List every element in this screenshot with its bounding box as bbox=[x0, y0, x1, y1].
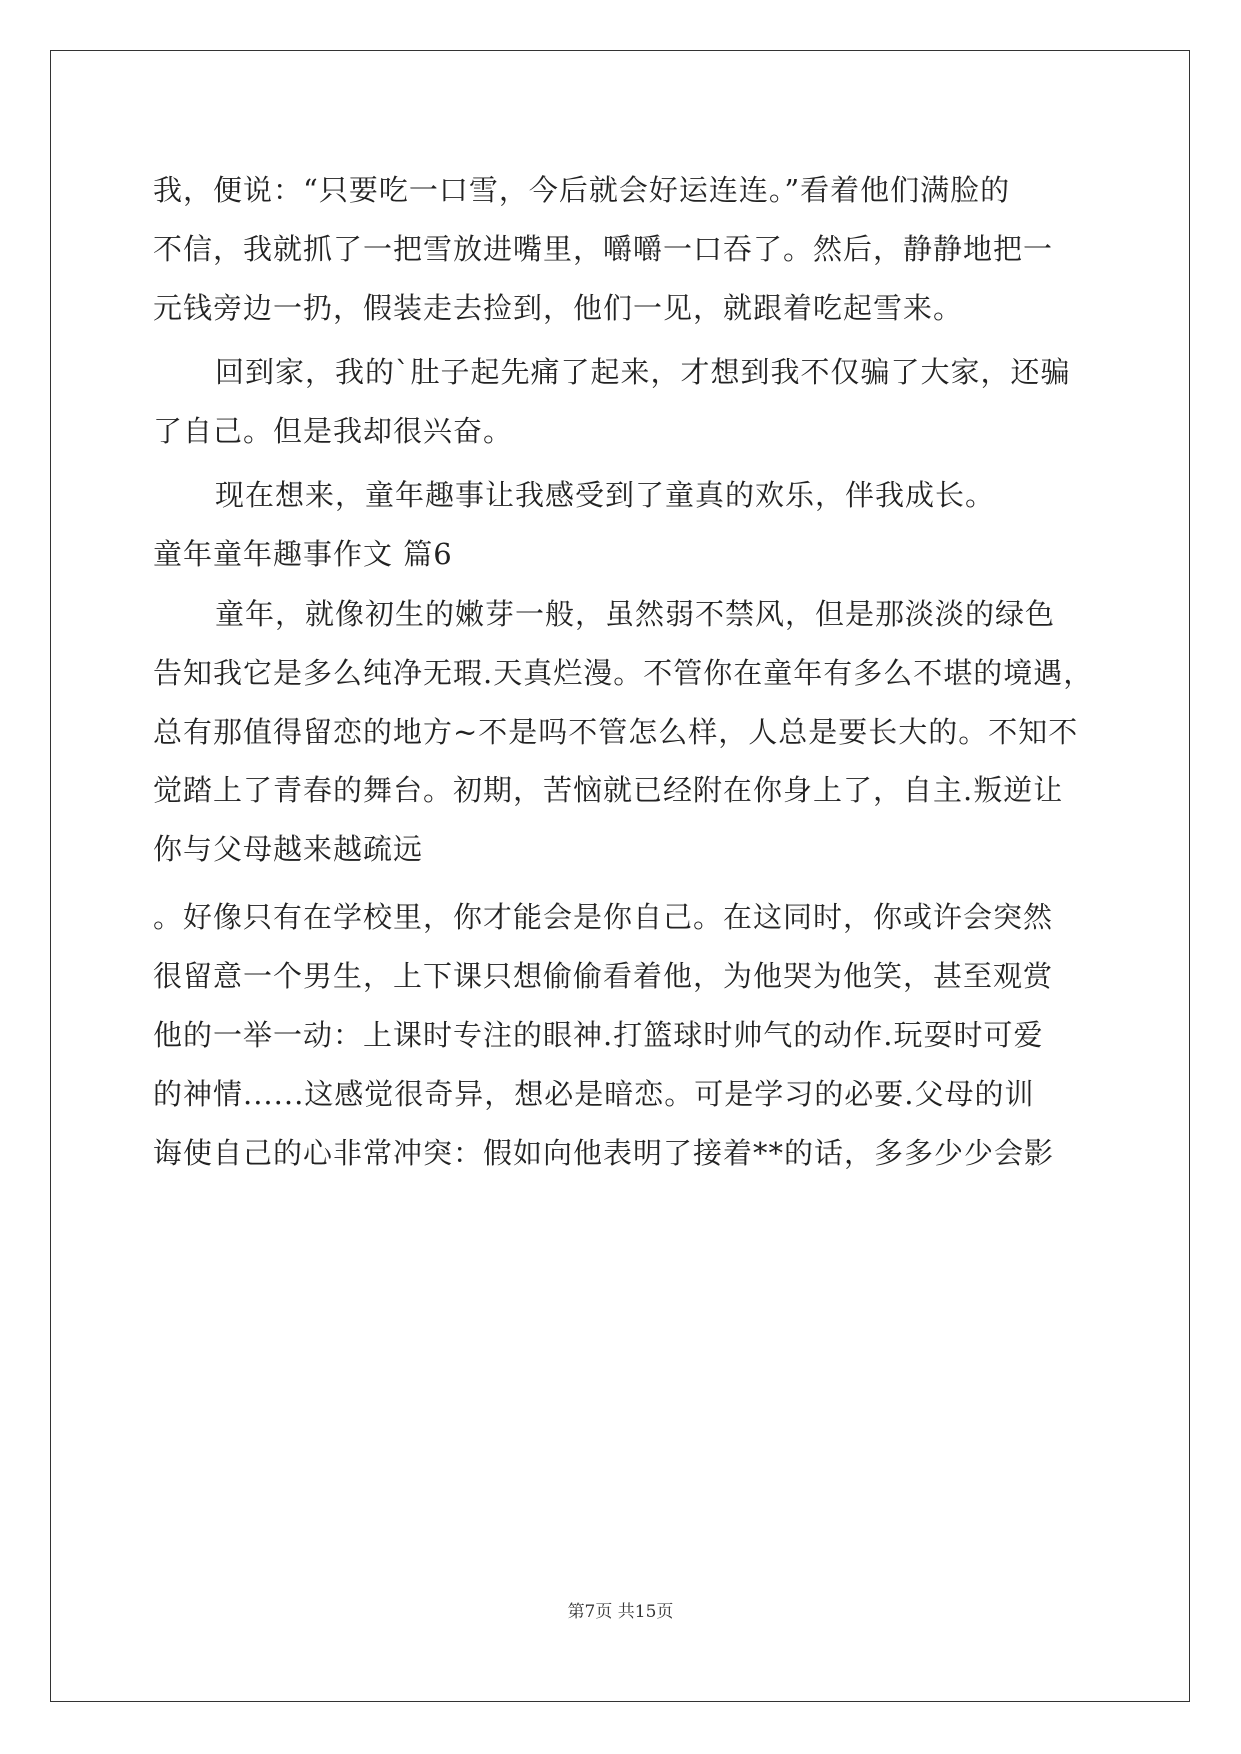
text-line: 元钱旁边一扔，假装走去捡到，他们一见，就跟着吃起雪来。 bbox=[153, 291, 964, 325]
page-number-footer: 第7页 共15页 bbox=[567, 1602, 674, 1622]
paragraph-start-line: 现在想来，童年趣事让我感受到了童真的欢乐，伴我成长。 bbox=[215, 478, 996, 512]
text-line: 你与父母越来越疏远 bbox=[153, 832, 424, 866]
text-line: 总有那值得留恋的地方~不是吗不管怎么样，人总是要长大的。不知不 bbox=[153, 715, 1079, 749]
text-line: 了自己。但是我却很兴奋。 bbox=[153, 414, 514, 448]
text-line: 他的一举一动：上课时专注的眼神.打篮球时帅气的动作.玩耍时可爱 bbox=[153, 1018, 1044, 1052]
text-line: 我，便说：“只要吃一口雪，今后就会好运连连。”看着他们满脸的 bbox=[153, 173, 1011, 207]
text-line: 诲使自己的心非常冲突：假如向他表明了接着**的话，多多少少会影 bbox=[153, 1136, 1055, 1170]
text-line: 不信，我就抓了一把雪放进嘴里，嚼嚼一口吞了。然后，静静地把一 bbox=[153, 232, 1054, 266]
text-line: 告知我它是多么纯净无瑕.天真烂漫。不管你在童年有多么不堪的境遇， bbox=[153, 656, 1094, 690]
text-line: 觉踏上了青春的舞台。初期，苦恼就已经附在你身上了，自主.叛逆让 bbox=[153, 773, 1064, 807]
paragraph-start-line: 童年，就像初生的嫩芽一般，虽然弱不禁风，但是那淡淡的绿色 bbox=[215, 597, 1056, 631]
text-line: 。好像只有在学校里，你才能会是你自己。在这同时，你或许会突然 bbox=[153, 900, 1054, 934]
section-heading: 童年童年趣事作文 篇6 bbox=[153, 537, 453, 571]
text-line: 很留意一个男生，上下课只想偷偷看着他，为他哭为他笑，甚至观赏 bbox=[153, 959, 1054, 993]
paragraph-start-line: 回到家，我的`肚子起先痛了起来，才想到我不仅骗了大家，还骗 bbox=[215, 355, 1071, 389]
text-line: 的神情......这感觉很奇异，想必是暗恋。可是学习的必要.父母的训 bbox=[153, 1077, 1035, 1111]
